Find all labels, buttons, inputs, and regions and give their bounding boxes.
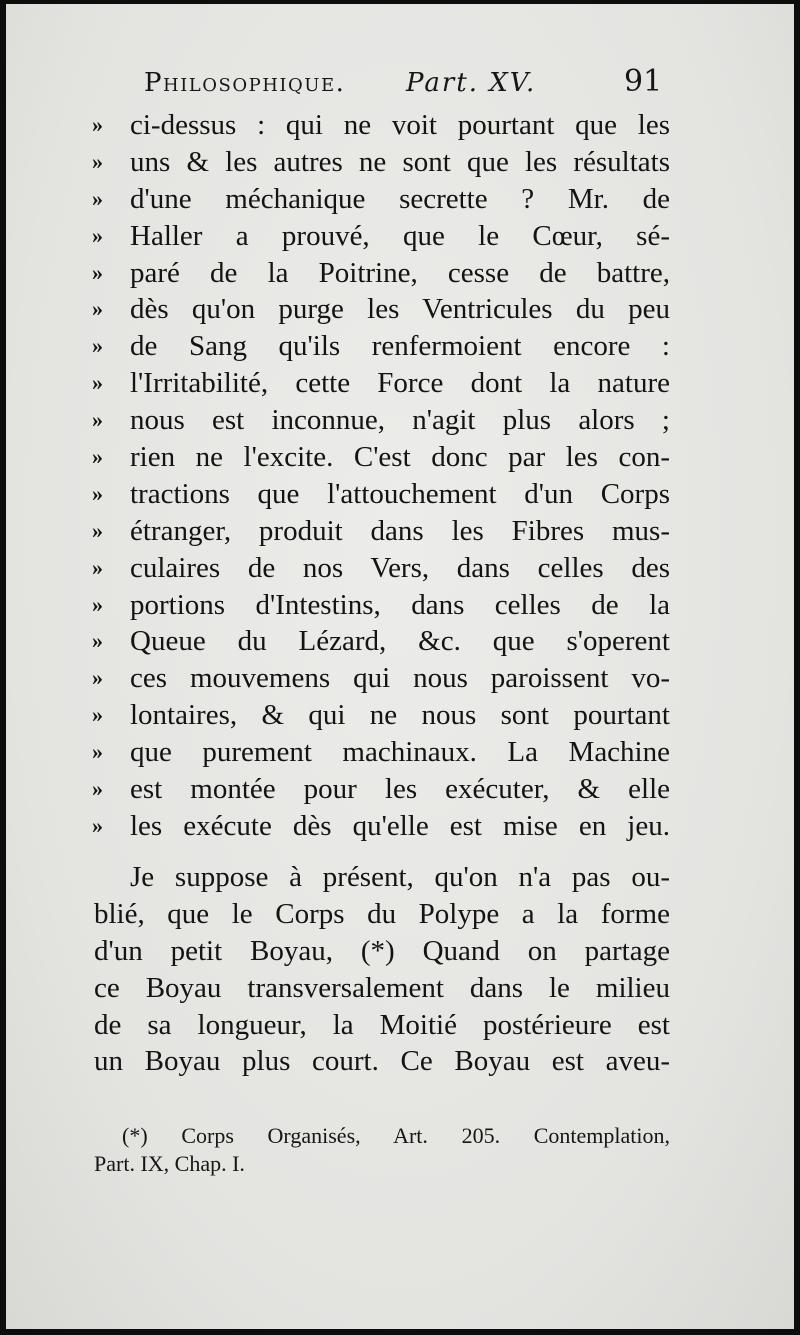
quote-line [88, 771, 678, 808]
quote-line [88, 328, 678, 365]
quote-mark: » [92, 333, 103, 359]
quote-mark: » [92, 628, 103, 654]
quote-line [88, 734, 678, 771]
quoted-passage [88, 107, 678, 845]
quote-line [88, 587, 678, 624]
quote-line-text: culaires de nos Vers, dans celles des [130, 551, 670, 584]
quote-mark: » [92, 370, 103, 396]
quote-line [88, 808, 678, 845]
quote-line-text: d'une méchanique secrette ? Mr. de [130, 182, 670, 215]
quote-mark: » [92, 702, 103, 728]
quote-line-text: ci-dessus : qui ne voit pourtant que les [130, 109, 670, 141]
quote-line [88, 107, 678, 144]
quote-line [88, 697, 678, 734]
quote-mark: » [92, 112, 103, 137]
quote-line [88, 291, 678, 328]
quote-line [88, 623, 678, 660]
paragraph-line: de sa longueur, la Moitié postérieure est [94, 1008, 670, 1041]
quote-line-text: dès qu'on purge les Ventricules du peu [130, 293, 670, 326]
quote-mark: » [92, 517, 103, 543]
quote-line [88, 255, 678, 292]
quote-line [88, 439, 678, 476]
quote-line [88, 660, 678, 697]
quote-mark: » [92, 148, 103, 174]
quote-mark: » [92, 444, 103, 470]
quote-line-text: lontaires, & qui ne nous sont pourtant [130, 699, 670, 732]
quote-line-text: que purement machinaux. La Machine [130, 736, 670, 769]
quote-line-text: ces mouvemens qui nous paroissent vo- [130, 662, 670, 695]
quote-line [88, 513, 678, 550]
footnote [94, 1122, 670, 1178]
footnote-line: Part. IX, Chap. I. [94, 1151, 245, 1176]
quote-line-text: nous est inconnue, n'agit plus alors ; [130, 404, 670, 437]
quote-line [88, 365, 678, 402]
quote-line-text: Haller a prouvé, que le Cœur, sé- [130, 219, 670, 252]
quote-mark: » [92, 776, 103, 802]
quote-mark: » [92, 296, 103, 322]
page-number: 91 [624, 64, 663, 99]
paragraph-line: ce Boyau transversalement dans le milieu [94, 971, 670, 1004]
quote-line [88, 402, 678, 439]
paragraph-line: d'un petit Boyau, (*) Quand on partage [94, 934, 670, 967]
paragraph-line: un Boyau plus court. Ce Boyau est aveu- [94, 1045, 670, 1078]
quote-mark: » [92, 591, 103, 617]
quote-mark: » [92, 812, 103, 838]
quote-mark: » [92, 480, 103, 506]
running-title: Philosophique. [144, 68, 346, 98]
quote-line-text: Queue du Lézard, &c. que s'operent [130, 625, 670, 658]
running-header [144, 62, 674, 106]
quote-mark: » [92, 222, 103, 248]
paragraph [94, 859, 670, 1080]
paragraph-line: Je suppose à présent, qu'on n'a pas ou- [130, 861, 670, 893]
quote-line-text: l'Irritabilité, cette Force dont la nature [130, 367, 670, 400]
quote-line-text: étranger, produit dans les Fibres mus- [130, 514, 670, 547]
quote-line [88, 181, 678, 218]
book-page [6, 4, 794, 1329]
quote-mark: » [92, 739, 103, 765]
quote-line [88, 550, 678, 587]
part-label: Part. XV. [406, 68, 537, 98]
quote-line [88, 144, 678, 181]
quote-line-text: rien ne l'excite. C'est donc par les con- [130, 441, 670, 474]
quote-line [88, 218, 678, 255]
quote-line-text: les exécute dès qu'elle est mise en jeu. [130, 809, 670, 842]
quote-mark: » [92, 259, 103, 285]
quote-line-text: de Sang qu'ils renfermoient encore : [130, 330, 670, 363]
quote-mark: » [92, 665, 103, 691]
quote-line-text: est montée pour les exécuter, & elle [130, 773, 670, 806]
quote-line-text: tractions que l'attouchement d'un Corps [130, 477, 670, 510]
quote-line-text: paré de la Poitrine, cesse de battre, [130, 256, 670, 289]
quote-mark: » [92, 554, 103, 580]
quote-mark: » [92, 185, 103, 211]
footnote-line: (*) Corps Organisés, Art. 205. Contemplation, [122, 1123, 670, 1148]
quote-mark: » [92, 407, 103, 433]
paragraph-line: blié, que le Corps du Polype a la forme [94, 897, 670, 930]
quote-line [88, 476, 678, 513]
quote-line-text: uns & les autres ne sont que les résultats [130, 145, 670, 178]
quote-line-text: portions d'Intestins, dans celles de la [130, 588, 670, 621]
